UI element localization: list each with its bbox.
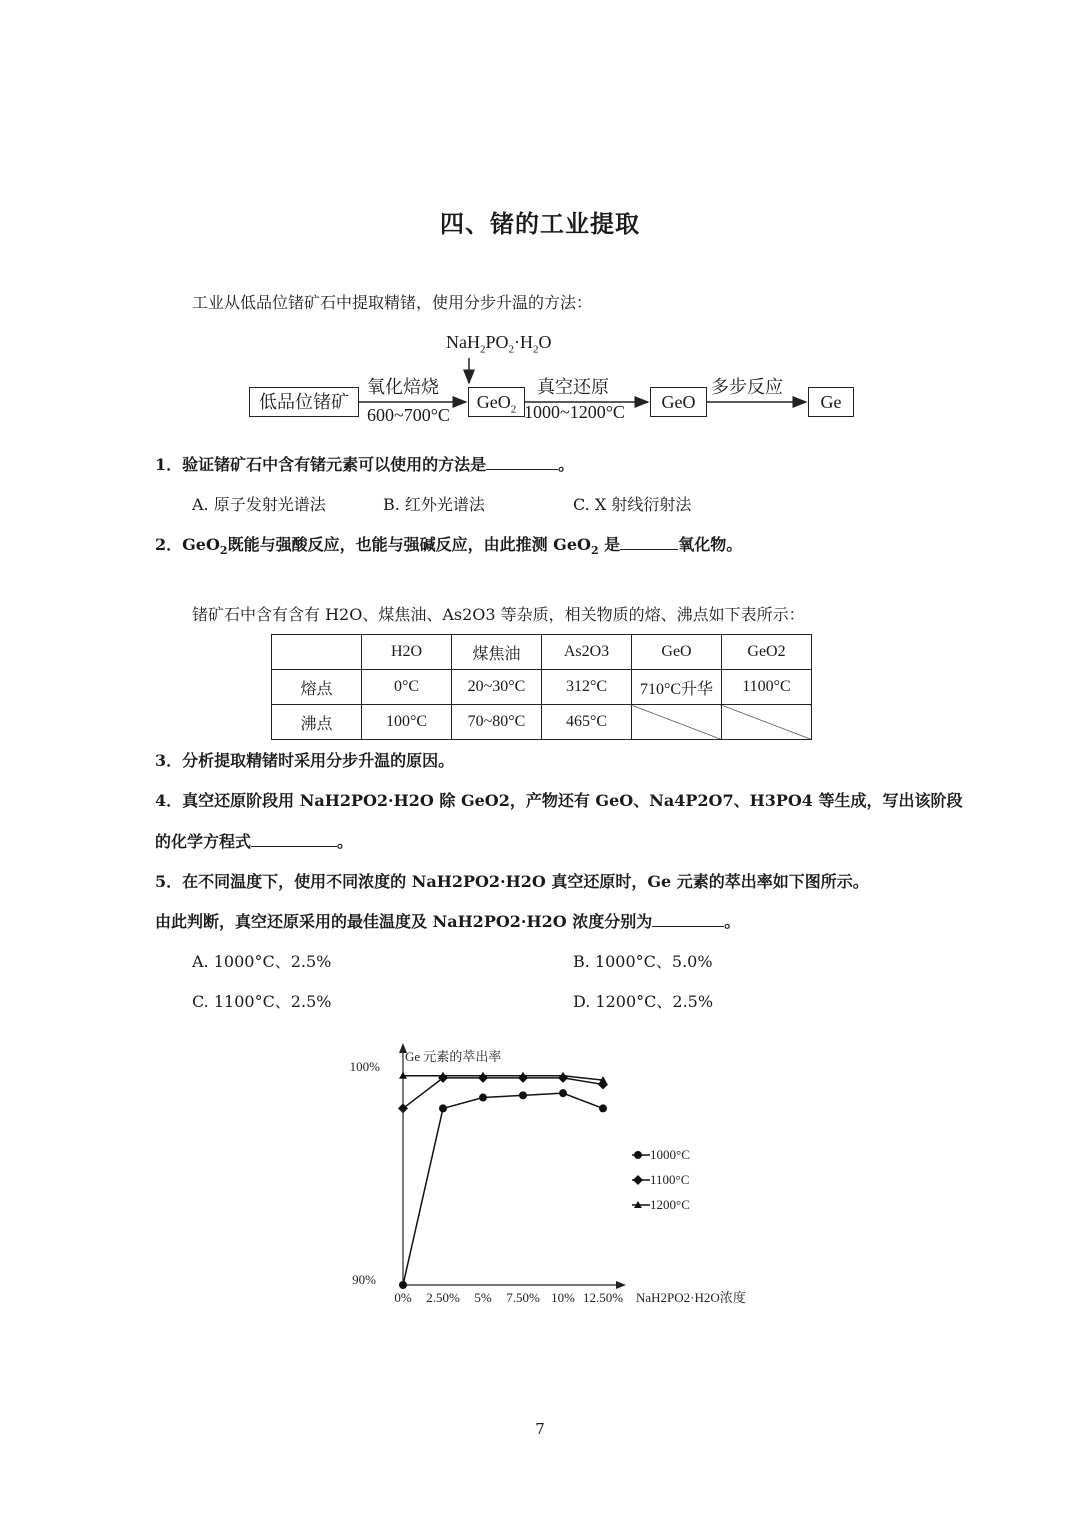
table-cell: 0°C: [362, 670, 452, 705]
intro-text: 工业从低品位锗矿石中提取精锗，使用分步升温的方法：: [192, 293, 593, 312]
answer-blank-1[interactable]: [486, 455, 558, 470]
table-cell: 710°C升华: [632, 670, 722, 705]
question-5-line1: 5．在不同温度下，使用不同浓度的 NaH2PO2·H2O 真空还原时，Ge 元素的萃出率如下图所示。: [155, 872, 869, 891]
question-1-text: 1．验证锗矿石中含有锗元素可以使用的方法是: [155, 455, 487, 474]
table-header-cell: GeO2: [722, 635, 812, 670]
q5-option-a: A. 1000°C、2.5%: [192, 952, 332, 971]
x-axis-arrow: [616, 1281, 626, 1289]
question-2: 2．GeO$_2$既能与强酸反应，也能与强碱反应，由此推测 GeO$_2$ 是 氧化物。: [155, 535, 743, 558]
table-cell: 1100°C: [722, 670, 812, 705]
table-header-row: [272, 635, 812, 670]
table-cell: 70~80°C: [452, 705, 542, 740]
legend-label: 1100°C: [650, 1172, 690, 1187]
x-tick-label: 2.50%: [426, 1290, 460, 1305]
page-number: 7: [535, 1420, 545, 1438]
x-tick-label: 10%: [551, 1290, 575, 1305]
step2-top-label: 真空还原: [537, 377, 609, 397]
question-5-end: 。: [724, 912, 741, 931]
extraction-rate-chart: [330, 1035, 790, 1320]
table-header-cell: As2O3: [542, 635, 632, 670]
series-line-1000°C: [403, 1093, 603, 1285]
question-4-line2: [155, 829, 353, 852]
answer-blank-2[interactable]: [620, 535, 678, 550]
data-point: [399, 1281, 407, 1289]
y-tick-label: 100%: [349, 1059, 380, 1074]
y-tick-label: 90%: [352, 1272, 376, 1287]
table-cell: 312°C: [542, 670, 632, 705]
x-tick-label: 5%: [474, 1290, 492, 1305]
table-cell: 沸点: [272, 705, 362, 740]
flow-box-ge: Ge: [808, 387, 854, 417]
y-axis-title: Ge 元素的萃出率: [405, 1049, 502, 1064]
step1-top-label: 氧化焙烧: [367, 377, 439, 397]
table-cell-empty: [722, 705, 812, 740]
table-header-cell: 煤焦油: [452, 635, 542, 670]
table-header-cell: GeO: [632, 635, 722, 670]
table-cell: 465°C: [542, 705, 632, 740]
step2-bottom-label: 1000~1200°C: [524, 402, 625, 422]
question-5-line2: [155, 909, 740, 932]
x-axis-title: NaH2PO2·H2O浓度: [636, 1290, 746, 1305]
data-point: [439, 1104, 447, 1112]
question-1: [155, 452, 574, 475]
x-tick-label: 7.50%: [506, 1290, 540, 1305]
q1-option-a: A. 原子发射光谱法: [192, 495, 326, 514]
legend-label: 1000°C: [650, 1147, 690, 1162]
legend-label: 1200°C: [650, 1197, 690, 1212]
table-header-cell: H2O: [362, 635, 452, 670]
question-3: 3．分析提取精锗时采用分步升温的原因。: [155, 751, 455, 770]
question-2-part3: 是: [604, 535, 621, 554]
q1-option-b: B. 红外光谱法: [383, 495, 485, 514]
question-1-end: 。: [558, 455, 575, 474]
question-2-part1: 2．GeO: [155, 535, 220, 554]
table-cell: 20~30°C: [452, 670, 542, 705]
question-4-line1: 4．真空还原阶段用 NaH2PO2·H2O 除 GeO2，产物还有 GeO、Na4P2O7、H3PO4 等生成，写出该阶段: [155, 791, 963, 810]
question-4-end: 。: [337, 832, 354, 851]
data-point: [519, 1091, 527, 1099]
properties-table: [271, 634, 812, 740]
process-flow-diagram: [0, 0, 1080, 440]
table-cell: 熔点: [272, 670, 362, 705]
x-tick-label: 12.50%: [582, 1290, 624, 1305]
q5-option-d: D. 1200°C、2.5%: [573, 992, 714, 1011]
q5-option-c: C. 1100°C、2.5%: [192, 992, 332, 1011]
flow-box-geo2: GeO$_2$: [468, 387, 525, 417]
table-row: [272, 705, 812, 740]
table-intro-text: 锗矿石中含有含有 H2O、煤焦油、As2O3 等杂质，相关物质的熔、沸点如下表所示：: [192, 605, 805, 624]
page-title: 四、锗的工业提取: [440, 210, 640, 238]
x-tick-label: 0%: [394, 1290, 412, 1305]
legend-marker: [634, 1151, 642, 1159]
data-point: [479, 1094, 487, 1102]
question-4-line2-text: 的化学方程式: [155, 832, 252, 851]
answer-blank-5[interactable]: [652, 912, 724, 927]
series-line-1100°C: [403, 1078, 603, 1109]
q5-option-b: B. 1000°C、5.0%: [573, 952, 713, 971]
step3-top-label: 多步反应: [711, 377, 783, 397]
q1-option-c: C. X 射线衍射法: [573, 495, 692, 514]
table-cell: 100°C: [362, 705, 452, 740]
table-row: [272, 670, 812, 705]
data-point: [599, 1104, 607, 1112]
reagent-label: $NaH_2PO_2\cdot H_2O$: [446, 332, 552, 356]
question-5-line2-text: 由此判断，真空还原采用的最佳温度及 NaH2PO2·H2O 浓度分别为: [155, 912, 653, 931]
flow-box-geo: GeO: [650, 387, 707, 417]
table-cell-empty: [632, 705, 722, 740]
step1-bottom-label: 600~700°C: [367, 405, 450, 425]
question-2-part4: 氧化物。: [678, 535, 743, 554]
data-point: [559, 1089, 567, 1097]
flow-box-ore: 低品位锗矿: [249, 387, 359, 417]
answer-blank-4[interactable]: [251, 832, 337, 847]
table-header-cell: [272, 635, 362, 670]
legend-marker: [633, 1175, 643, 1185]
question-2-part2: 既能与强酸反应，也能与强碱反应，由此推测 GeO: [227, 535, 591, 554]
